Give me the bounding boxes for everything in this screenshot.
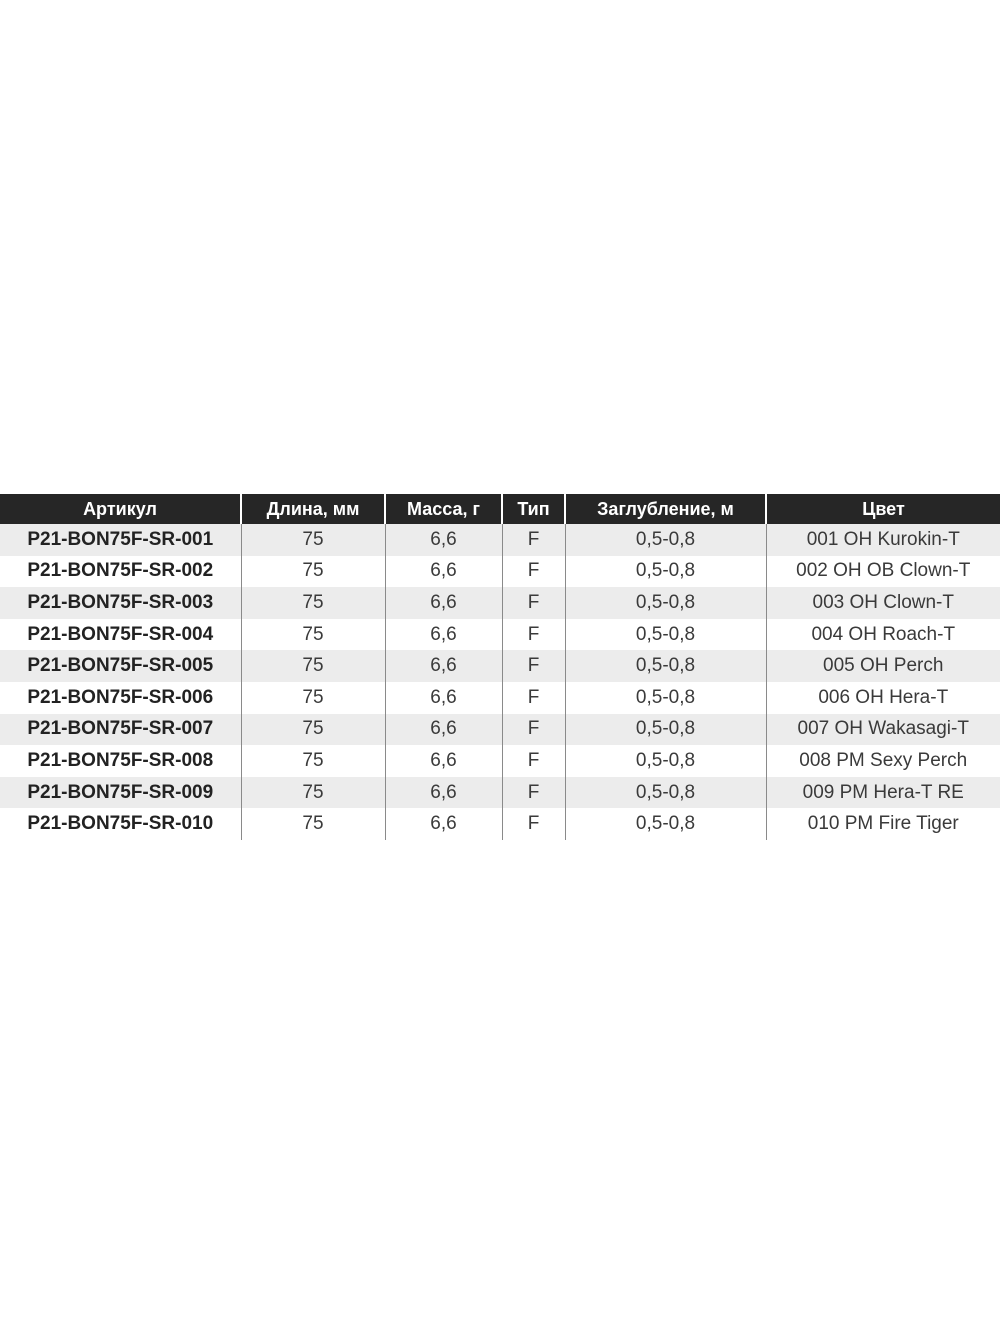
cell-type: F (502, 808, 565, 840)
cell-article: P21-BON75F-SR-007 (0, 714, 241, 746)
cell-length: 75 (241, 745, 385, 777)
cell-weight: 6,6 (385, 714, 502, 746)
cell-type: F (502, 777, 565, 809)
cell-length: 75 (241, 682, 385, 714)
cell-article: P21-BON75F-SR-006 (0, 682, 241, 714)
cell-length: 75 (241, 556, 385, 588)
cell-color: 007 OH Wakasagi-T (766, 714, 1000, 746)
cell-article: P21-BON75F-SR-010 (0, 808, 241, 840)
cell-length: 75 (241, 587, 385, 619)
table-row (0, 524, 1000, 556)
cell-article: P21-BON75F-SR-009 (0, 777, 241, 809)
cell-article: P21-BON75F-SR-004 (0, 619, 241, 651)
table-header-row (0, 494, 1000, 524)
cell-length: 75 (241, 650, 385, 682)
cell-color: 005 OH Perch (766, 650, 1000, 682)
header-article: Артикул (0, 494, 241, 524)
cell-depth: 0,5-0,8 (565, 524, 766, 556)
cell-color: 004 OH Roach-T (766, 619, 1000, 651)
table-row (0, 556, 1000, 588)
table-row (0, 745, 1000, 777)
cell-type: F (502, 619, 565, 651)
cell-weight: 6,6 (385, 619, 502, 651)
table-row (0, 714, 1000, 746)
cell-depth: 0,5-0,8 (565, 587, 766, 619)
cell-color: 010 PM Fire Tiger (766, 808, 1000, 840)
cell-article: P21-BON75F-SR-005 (0, 650, 241, 682)
cell-length: 75 (241, 524, 385, 556)
cell-type: F (502, 682, 565, 714)
header-weight: Масса, г (385, 494, 502, 524)
cell-depth: 0,5-0,8 (565, 650, 766, 682)
cell-color: 003 OH Clown-T (766, 587, 1000, 619)
header-length: Длина, мм (241, 494, 385, 524)
cell-weight: 6,6 (385, 808, 502, 840)
cell-article: P21-BON75F-SR-001 (0, 524, 241, 556)
cell-length: 75 (241, 777, 385, 809)
header-color: Цвет (766, 494, 1000, 524)
cell-article: P21-BON75F-SR-002 (0, 556, 241, 588)
cell-depth: 0,5-0,8 (565, 745, 766, 777)
cell-length: 75 (241, 619, 385, 651)
cell-color: 008 PM Sexy Perch (766, 745, 1000, 777)
cell-depth: 0,5-0,8 (565, 714, 766, 746)
cell-weight: 6,6 (385, 556, 502, 588)
cell-weight: 6,6 (385, 587, 502, 619)
cell-depth: 0,5-0,8 (565, 777, 766, 809)
cell-weight: 6,6 (385, 524, 502, 556)
header-depth: Заглубление, м (565, 494, 766, 524)
cell-weight: 6,6 (385, 682, 502, 714)
cell-color: 001 OH Kurokin-T (766, 524, 1000, 556)
table-row (0, 808, 1000, 840)
cell-color: 009 PM Hera-T RE (766, 777, 1000, 809)
cell-color: 002 OH OB Clown-T (766, 556, 1000, 588)
cell-depth: 0,5-0,8 (565, 682, 766, 714)
cell-weight: 6,6 (385, 777, 502, 809)
header-type: Тип (502, 494, 565, 524)
table-row (0, 619, 1000, 651)
table-row (0, 650, 1000, 682)
table-row (0, 777, 1000, 809)
cell-article: P21-BON75F-SR-003 (0, 587, 241, 619)
table-row (0, 587, 1000, 619)
cell-depth: 0,5-0,8 (565, 808, 766, 840)
cell-type: F (502, 714, 565, 746)
cell-length: 75 (241, 714, 385, 746)
cell-type: F (502, 524, 565, 556)
cell-type: F (502, 745, 565, 777)
product-spec-table (0, 494, 1000, 840)
table-row (0, 682, 1000, 714)
cell-length: 75 (241, 808, 385, 840)
cell-type: F (502, 556, 565, 588)
cell-weight: 6,6 (385, 650, 502, 682)
cell-depth: 0,5-0,8 (565, 556, 766, 588)
cell-weight: 6,6 (385, 745, 502, 777)
cell-depth: 0,5-0,8 (565, 619, 766, 651)
cell-color: 006 OH Hera-T (766, 682, 1000, 714)
cell-type: F (502, 650, 565, 682)
cell-article: P21-BON75F-SR-008 (0, 745, 241, 777)
cell-type: F (502, 587, 565, 619)
